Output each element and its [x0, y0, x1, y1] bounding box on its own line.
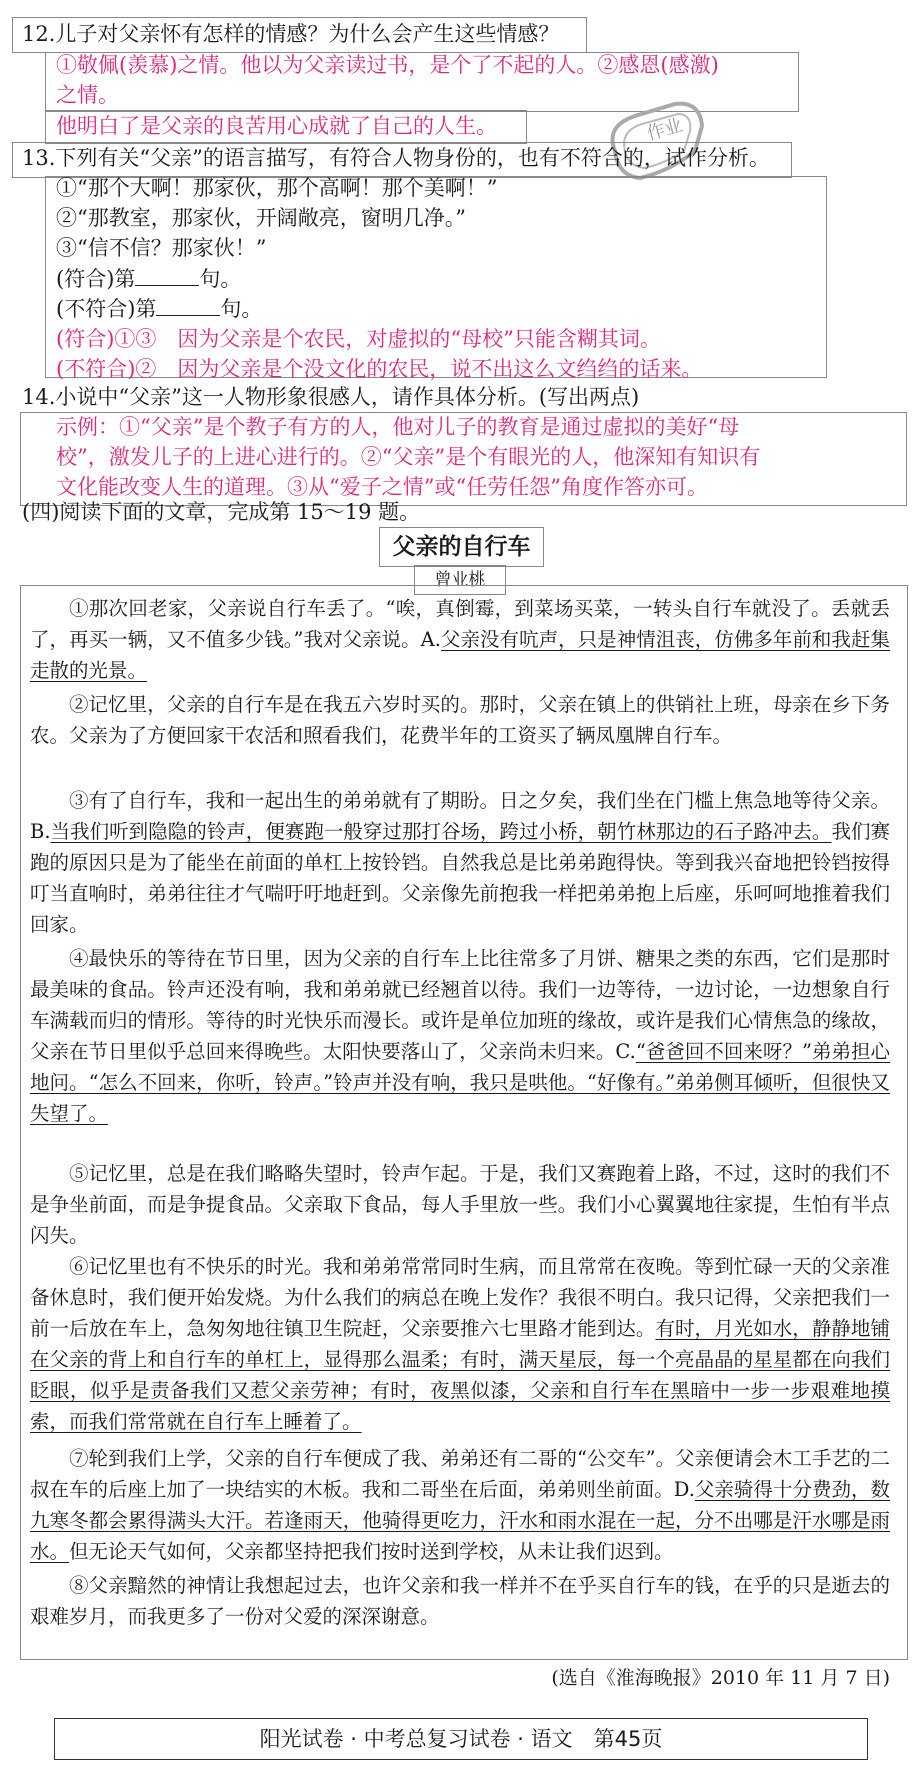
p6-underlined: 有时，月光如水，静静地铺在父亲的背上和自行车的单杠上，显得那么温柔；有时，满天星辰，每一个亮晶晶的星星都在向我们眨眼，似乎是责备我们又惹父亲劳神；有时，夜黑似漆，父亲和自行车在黑暗中一步一步艰难地摸索，而我们常常就在自行车上睡着了。: [30, 1317, 890, 1433]
p3-text-a: ③有了自行车，我和一起出生的弟弟就有了期盼。日之夕矣，我们坐在门槛上焦急地等待父亲。B.: [30, 789, 890, 843]
page-footer: [54, 1718, 868, 1760]
p4-text: ④最快乐的等待在节日里，因为父亲的自行车上比往常多了月饼、糖果之类的东西，它们是那时最美味的食品。铃声还没有响，我和弟弟就已经翘首以待。我们一边等待，一边讨论，一边想象自行车满载而归的情形。等待的时光快乐而漫长。或许是单位加班的缘故，或许是我们心情焦急的缘故，父亲在节日里似乎总回来得晚些。太阳快要落山了，父亲尚未归来。C.: [30, 947, 890, 1063]
p1-underlined: 父亲没有吭声，只是神情沮丧，仿佛多年前和我赶集走散的光景。: [30, 628, 890, 682]
article-box: [20, 585, 908, 1660]
q14-answer-line1: 示例：①“父亲”是个教子有方的人，他对儿子的教育是通过虚拟的美好“母: [56, 415, 740, 439]
q14-answer-line2: 校”，激发儿子的上进心进行的。②“父亲”是个有眼光的人，他深知有知识有: [56, 445, 761, 469]
q13-fill2-suffix: 句。: [220, 297, 263, 321]
q12-answer-line2: 之情。: [56, 83, 119, 107]
q13-option3: ③“信不信？那家伙！”: [56, 236, 267, 260]
q13-fill2-prefix: (不符合)第: [56, 297, 157, 321]
p5-text: ⑤记忆里，总是在我们略略失望时，铃声乍起。于是，我们又赛跑着上路，不过，这时的我们不是争坐前面，而是争提食品。父亲取下食品，每人手里放一些。我们小心翼翼地往家提，生怕有半点闪失。: [30, 1162, 890, 1247]
p3-text-b: 我们赛跑的原因只是为了能坐在前面的单杠上按铃铛。自然我总是比弟弟跑得快。等到我兴奋地把铃铛按得叮当直响时，弟弟往往才气喘吁吁地赶到。父亲像先前抱我一样把弟弟抱上后座，乐呵呵地推着我们回家。: [30, 820, 890, 936]
q12-answer-line3: 他明白了是父亲的良苦用心成就了自己的人生。: [56, 114, 497, 138]
q13-answer1: (符合)①③ 因为父亲是个农民，对虚拟的“母校”只能含糊其词。: [56, 327, 661, 351]
q12-answer-line1: ①敬佩(羡慕)之情。他以为父亲读过书，是个了不起的人。②感恩(感激): [56, 53, 719, 77]
q14-question: 14.小说中“父亲”这一人物形象很感人，请作具体分析。(写出两点): [22, 385, 640, 409]
footer-text: 阳光试卷 · 中考总复习试卷 · 语文 第45页: [259, 1727, 663, 1751]
p8-text: ⑧父亲黯然的神情让我想起过去，也许父亲和我一样并不在乎买自行车的钱，在乎的只是逝去的艰难岁月，而我更多了一份对父爱的深深谢意。: [30, 1574, 890, 1628]
p7-text-a: ⑦轮到我们上学，父亲的自行车便成了我、弟弟还有二哥的“公交车”。父亲便请会木工手艺的二叔在车的后座上加了一块结实的木板。我和二哥坐在后面，弟弟则坐前面。D.: [30, 1447, 890, 1501]
p3-underlined: 当我们听到隐隐的铃声，便赛跑一般穿过那打谷场，跨过小桥，朝竹林那边的石子路冲去。: [50, 820, 832, 843]
q13-fill1-suffix: 句。: [199, 267, 242, 291]
q13-answer2: (不符合)② 因为父亲是个没文化的农民，说不出这么文绉绉的话来。: [56, 357, 703, 381]
p6-text: ⑥记忆里也有不快乐的时光。我和弟弟常常同时生病，而且常常在夜晚。等到忙碌一天的父亲准备休息时，我们便开始发烧。为什么我们的病总在晚上发作？我很不明白。我只记得，父亲把我们一前一后放在车上，急匆匆地往镇卫生院赶，父亲要推六七里路才能到达。: [30, 1255, 890, 1340]
p7-text-b: 但无论天气如何，父亲都坚持把我们按时送到学校，从未让我们迟到。: [69, 1540, 674, 1563]
article-source: (选自《淮海晚报》2010 年 11 月 7 日): [551, 1667, 890, 1689]
q12-question: 12.儿子对父亲怀有怎样的情感？为什么会产生这些情感？: [22, 22, 560, 46]
q14-answer-line3: 文化能改变人生的道理。③从“爱子之情”或“任劳任怨”角度作答亦可。: [56, 475, 708, 499]
q13-option1: ①“那个大啊！那家伙，那个高啊！那个美啊！”: [56, 176, 498, 200]
section4-heading: (四)阅读下面的文章，完成第 15～19 题。: [22, 500, 421, 524]
article-author: 曾业桃: [414, 565, 506, 595]
q13-option2: ②“那教室，那家伙，开阔敞亮，窗明几净。”: [56, 206, 466, 230]
p2-text: ②记忆里，父亲的自行车是在我五六岁时买的。那时，父亲在镇上的供销社上班，母亲在乡下务农。父亲为了方便回家干农活和照看我们，花费半年的工资买了辆凤凰牌自行车。: [30, 693, 890, 747]
stamp-text: 作业: [644, 114, 685, 145]
q13-fill1-prefix: (符合)第: [56, 267, 136, 291]
article-title: 父亲的自行车: [379, 527, 544, 567]
p1-text: ①那次回老家，父亲说自行车丢了。“唉，真倒霉，到菜场买菜，一转头自行车就没了。丢就丢了，再买一辆，又不值多少钱。”我对父亲说。A.: [30, 597, 890, 651]
p4-underlined: “爸爸回不回来呀？”弟弟担心地问。“怎么不回来，你听，铃声。”铃声并没有响，我只是哄他。“好像有。”弟弟侧耳倾听，但很快又失望了。: [30, 1040, 890, 1125]
p7-underlined: 父亲骑得十分费劲，数九寒冬都会累得满头大汗。若逢雨天，他骑得更吃力，汗水和雨水混在一起，分不出哪是汗水哪是雨水。: [30, 1478, 890, 1563]
q13-question: 13.下列有关“父亲”的语言描写，有符合人物身份的，也有不符合的，试作分析。: [22, 146, 770, 170]
